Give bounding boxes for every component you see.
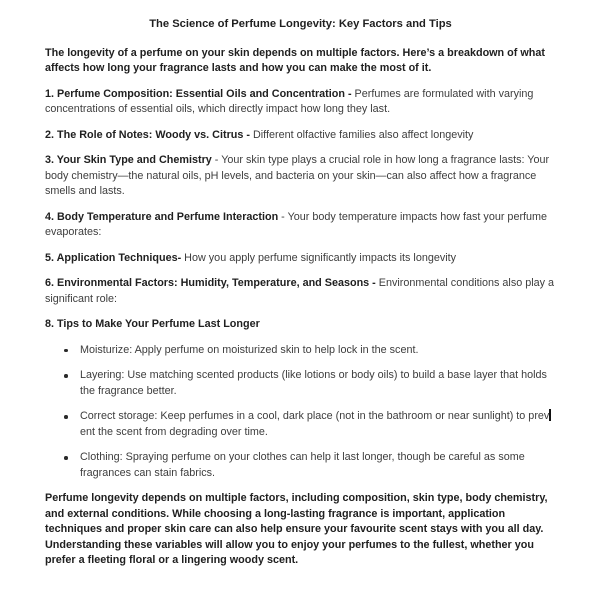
tip-item-clothing[interactable] (80, 450, 556, 481)
section-3-heading: 3. Your Skin Type and Chemistry (45, 154, 212, 166)
section-4-body: - Your body temperature impacts how fast your perfume evaporates: (45, 210, 548, 238)
tip-text: Moisturize: Apply perfume on moisturized skin to help lock in the scent. (80, 343, 419, 356)
section-4-heading: 4. Body Temperature and Perfume Interaction (45, 210, 279, 223)
section-paragraph-4[interactable] (45, 210, 556, 241)
section-5-heading: 5. Application Techniques- (45, 251, 182, 264)
section-6-body: Environmental conditions also play a significant role: (45, 277, 555, 305)
tips-heading[interactable]: 8. Tips to Make Your Perfume Last Longer (45, 318, 260, 330)
section-5-body: How you apply perfume significantly impacts its longevity (181, 251, 457, 264)
section-2-heading: 2. The Role of Notes: Woody vs. Citrus - (45, 128, 250, 141)
section-paragraph-3[interactable] (45, 153, 556, 200)
text-cursor (549, 409, 550, 421)
tip-item-moisturize[interactable] (80, 343, 556, 359)
intro-paragraph[interactable]: The longevity of a perfume on your skin depends on multiple factors. Here’s a breakdown of what affects how long your fragrance lasts and how you can make the most of it. (45, 46, 545, 74)
conclusion-paragraph[interactable]: Perfume longevity depends on multiple factors, including composition, skin type, body chemistry, and external conditions. While choosing a long-lasting fragrance is important, application techniques and proper skin care can also help ensure your favourite scent stays with you all day. Understanding these variables will allow you to enjoy your perfumes to the fullest, whether you prefer a fleeting floral or a lingering woody scent. (45, 492, 548, 566)
section-3-body: - Your skin type plays a crucial role in how long a fragrance lasts: Your body chemistry—the natural oils, pH levels, and bacteria on your skin—can also affect how a fragrance smells and lasts. (45, 154, 550, 197)
tips-list (45, 343, 556, 482)
section-paragraph-6[interactable] (45, 276, 556, 307)
document-title[interactable]: The Science of Perfume Longevity: Key Factors and Tips (149, 18, 452, 30)
tip-text-before-cursor: Correct storage: Keep perfumes in a cool, dark place (not in the bathroom or near sunlight) to prev (80, 410, 550, 422)
section-paragraph-1[interactable] (45, 87, 556, 118)
section-1-body: Perfumes are formulated with varying concentrations of essential oils, which directly impact how long they last. (45, 87, 534, 115)
section-paragraph-5[interactable] (45, 251, 556, 267)
tip-item-storage[interactable] (80, 409, 556, 440)
tip-item-layering[interactable] (80, 368, 556, 399)
tip-text-after-cursor: ent the scent from degrading over time. (80, 425, 268, 438)
tip-text: Clothing: Spraying perfume on your clothes can help it last longer, though be careful as some fragrances can stain fabrics. (80, 451, 525, 479)
section-6-heading: 6. Environmental Factors: Humidity, Temperature, and Seasons - (45, 277, 376, 289)
section-paragraph-2[interactable] (45, 128, 556, 144)
tip-text: Layering: Use matching scented products (like lotions or body oils) to build a base layer that holds the fragrance better. (80, 369, 547, 397)
section-2-body: Different olfactive families also affect longevity (249, 128, 474, 141)
section-1-heading: 1. Perfume Composition: Essential Oils and Concentration - (45, 87, 352, 100)
